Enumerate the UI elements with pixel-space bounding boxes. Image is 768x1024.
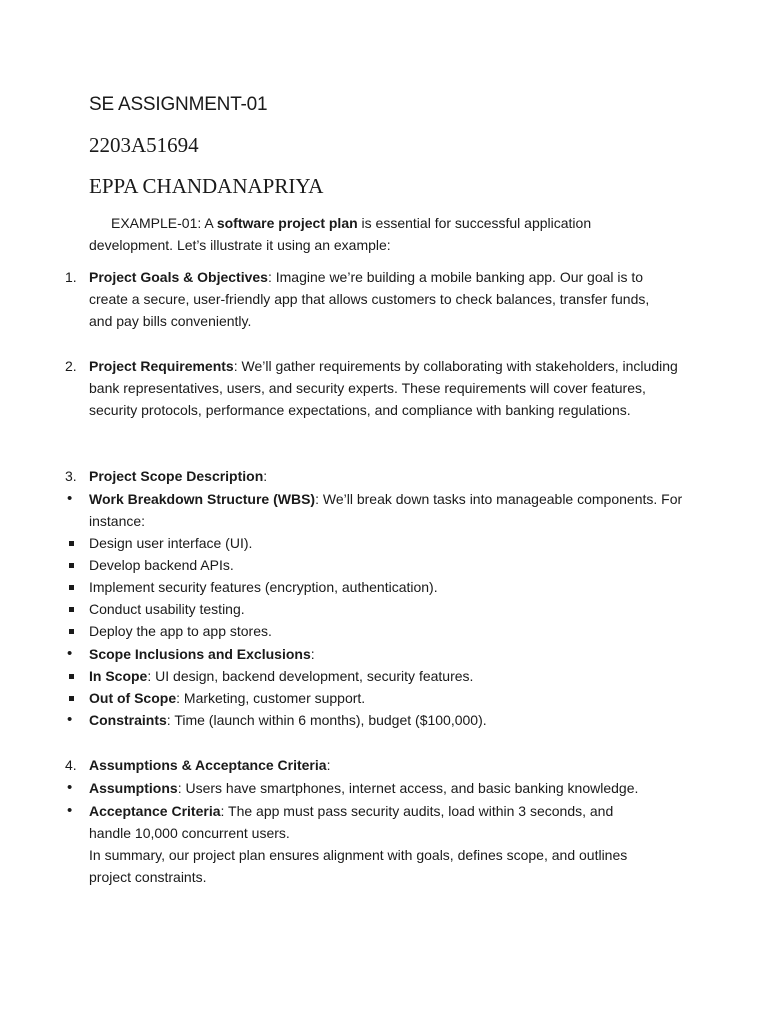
intro-bold: software project plan [216,215,358,231]
list-item-task [89,554,689,576]
item-title: Work Breakdown Structure (WBS) [89,491,316,507]
bullet-icon: • [67,711,73,728]
section-goals [65,266,669,332]
square-bullet-icon [69,674,74,679]
item-text: : We’ll break down tasks into manageable components. For instance: [89,491,683,529]
section-title: Assumptions & Acceptance Criteria [89,757,327,773]
bullet-icon: • [67,490,73,507]
bullet-icon: • [67,645,73,662]
square-bullet-icon [69,696,74,701]
list-item-acceptance [67,800,649,844]
item-title: Out of Scope [89,690,177,706]
square-bullet-icon [69,563,74,568]
list-item-task [89,576,689,598]
item-text: Conduct usability testing. [89,601,245,617]
item-title: Assumptions [89,780,178,796]
item-title: Scope Inclusions and Exclusions [89,646,311,662]
square-bullet-icon [69,607,74,612]
list-item-assumptions [67,777,689,799]
section-text: : Imagine we’re building a mobile banking app. Our goal is to create a secure, user-friendly app that allows customers to check balances, transfer funds, and pay bills conveniently. [89,269,650,329]
section-text: : We’ll gather requirements by collaborating with stakeholders, including bank representatives, users, and security experts. These requirements will cover features, security protocols, performance expectations, and compliance with banking regulations. [89,358,678,418]
item-text: : The app must pass security audits, load within 3 seconds, and handle 10,000 concurrent users. [89,803,614,841]
list-item-inclusions [67,643,689,665]
item-text: Implement security features (encryption, authentication). [89,579,438,595]
section-number: 2. [65,358,77,374]
section-assumptions [65,754,689,776]
list-item-wbs [67,488,689,532]
course-title: SE ASSIGNMENT-01 [89,94,268,115]
item-title: Constraints [89,712,167,728]
item-text: : Marketing, customer support. [176,690,366,706]
section-number: 3. [65,468,77,484]
list-item-out-scope [89,687,689,709]
section-number: 4. [65,757,77,773]
intro-prefix: EXAMPLE-01: A [111,215,217,231]
list-item-task [89,532,689,554]
summary-paragraph: In summary, our project plan ensures alignment with goals, defines scope, and outlines project constraints. [89,847,628,885]
list-item-task [89,620,689,642]
item-text: : Users have smartphones, internet access, and basic banking knowledge. [177,780,639,796]
section-title: Project Requirements [89,358,234,374]
section-text: : [326,757,331,773]
item-text: : [310,646,315,662]
intro-paragraph [89,212,669,256]
item-title: In Scope [89,668,148,684]
list-item-in-scope [89,665,689,687]
section-title: Project Scope Description [89,468,264,484]
square-bullet-icon [69,585,74,590]
list-item-constraints [67,709,689,731]
intro-suffix: is essential for successful application development. Let’s illustrate it using an example: [89,215,592,253]
student-id: 2203A51694 [89,133,199,157]
bullet-icon: • [67,802,73,819]
item-text: Design user interface (UI). [89,535,253,551]
item-text: : Time (launch within 6 months), budget ($100,000). [166,712,487,728]
item-text: Deploy the app to app stores. [89,623,272,639]
section-scope [65,465,689,487]
list-item-task [89,598,689,620]
item-title: Acceptance Criteria [89,803,221,819]
square-bullet-icon [69,541,74,546]
item-text: Develop backend APIs. [89,557,234,573]
section-number: 1. [65,269,77,285]
item-text: : UI design, backend development, security features. [147,668,474,684]
student-name: EPPA CHANDANAPRIYA [89,174,324,198]
square-bullet-icon [69,629,74,634]
section-requirements [65,355,679,421]
section-title: Project Goals & Objectives [89,269,268,285]
section-text: : [263,468,268,484]
bullet-icon: • [67,779,73,796]
